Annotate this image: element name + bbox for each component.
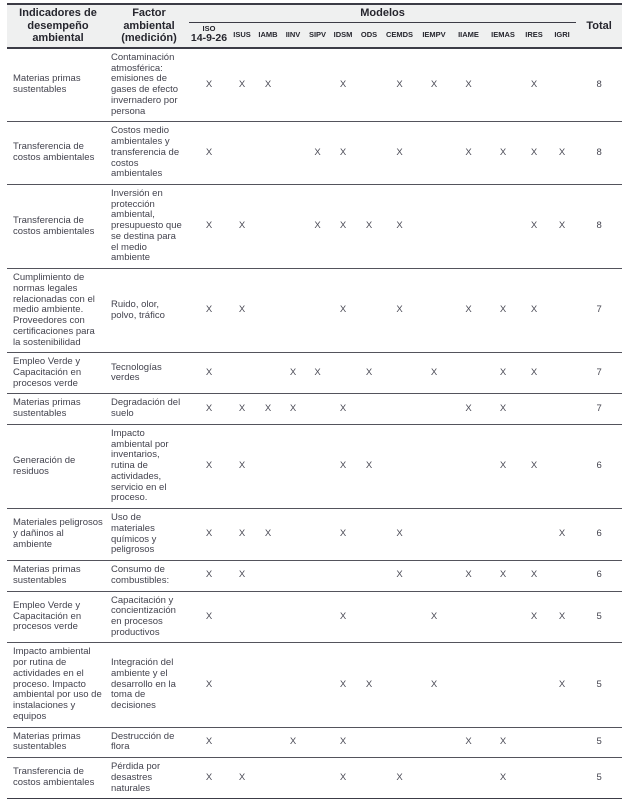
mark-cell-iemas: X (486, 561, 520, 591)
indicator-cell: Materias primas sustentables (7, 727, 109, 757)
mark-cell-iempv: X (417, 48, 451, 122)
mark-cell-iemas (486, 643, 520, 727)
mark-cell-iso-14-9-26: X (189, 269, 229, 353)
table-row (7, 509, 622, 561)
mark-cell-iempv: X (417, 643, 451, 727)
mark-cell-iso-14-9-26: X (189, 122, 229, 185)
mark-cell-iempv (417, 394, 451, 424)
table-row (7, 122, 622, 185)
mark-cell-iso-14-9-26: X (189, 394, 229, 424)
mark-cell-iamb: X (255, 48, 281, 122)
mark-cell-idsm: X (330, 424, 356, 508)
mark-cell-iinv: X (281, 353, 305, 394)
mark-cell-iiame (451, 591, 486, 643)
mark-cell-iempv (417, 269, 451, 353)
column-header-iinv: IINV (281, 23, 305, 48)
mark-cell-iempv: X (417, 591, 451, 643)
mark-cell-iinv (281, 122, 305, 185)
table-row (7, 269, 622, 353)
mark-cell-igri (548, 758, 576, 799)
mark-cell-ods (356, 591, 382, 643)
factor-cell: Uso de materiales químicos y peligrosos (109, 509, 189, 561)
mark-cell-igri (548, 424, 576, 508)
mark-cell-ods: X (356, 185, 382, 269)
mark-cell-iinv (281, 424, 305, 508)
mark-cell-iinv (281, 269, 305, 353)
total-cell: 6 (576, 509, 622, 561)
mark-cell-isus (229, 591, 255, 643)
column-header-ods: ODS (356, 23, 382, 48)
mark-cell-cemds: X (382, 509, 417, 561)
mark-cell-ires: X (520, 269, 548, 353)
mark-cell-iemas: X (486, 727, 520, 757)
mark-cell-igri: X (548, 509, 576, 561)
mark-cell-idsm: X (330, 643, 356, 727)
column-header-isus: ISUS (229, 23, 255, 48)
mark-cell-iso-14-9-26: X (189, 424, 229, 508)
mark-cell-ods: X (356, 353, 382, 394)
mark-cell-isus (229, 727, 255, 757)
mark-cell-iso-14-9-26: X (189, 185, 229, 269)
mark-cell-iamb (255, 122, 281, 185)
mark-cell-ods: X (356, 424, 382, 508)
mark-cell-iamb (255, 758, 281, 799)
mark-cell-cemds (382, 727, 417, 757)
table-header (7, 4, 622, 48)
total-cell: 7 (576, 394, 622, 424)
indicator-cell: Empleo Verde y Capacitación en procesos verde (7, 353, 109, 394)
mark-cell-sipv (305, 561, 330, 591)
total-cell: 6 (576, 424, 622, 508)
mark-cell-sipv: X (305, 353, 330, 394)
total-cell: 7 (576, 269, 622, 353)
total-cell: 7 (576, 353, 622, 394)
mark-cell-ires (520, 509, 548, 561)
mark-cell-iso-14-9-26: X (189, 643, 229, 727)
mark-cell-iso-14-9-26: X (189, 591, 229, 643)
column-header-iso-14-9-26-line: ISO (202, 23, 216, 33)
table-row (7, 758, 622, 799)
indicator-cell: Impacto ambiental por rutina de actividades en el proceso. Impacto ambiental por uso de instalaciones y equipos (7, 643, 109, 727)
mark-cell-iiame: X (451, 561, 486, 591)
mark-cell-iempv (417, 424, 451, 508)
factor-cell: Tecnologías verdes (109, 353, 189, 394)
mark-cell-cemds: X (382, 269, 417, 353)
factor-cell: Capacitación y concientización en procesos productivos (109, 591, 189, 643)
factor-cell: Integración del ambiente y el desarrollo en la toma de decisiones (109, 643, 189, 727)
mark-cell-ires (520, 643, 548, 727)
mark-cell-iemas: X (486, 269, 520, 353)
mark-cell-cemds (382, 591, 417, 643)
column-header-idsm: IDSM (330, 23, 356, 48)
mark-cell-iiame (451, 509, 486, 561)
mark-cell-ires: X (520, 122, 548, 185)
mark-cell-iinv (281, 509, 305, 561)
mark-cell-sipv (305, 509, 330, 561)
mark-cell-iamb: X (255, 394, 281, 424)
mark-cell-iamb: X (255, 509, 281, 561)
mark-cell-igri (548, 353, 576, 394)
mark-cell-idsm: X (330, 394, 356, 424)
mark-cell-idsm: X (330, 185, 356, 269)
mark-cell-ires: X (520, 48, 548, 122)
factor-cell: Inversión en protección ambiental, presupuesto que se destina para el medio ambiente (109, 185, 189, 269)
mark-cell-cemds: X (382, 122, 417, 185)
mark-cell-sipv (305, 643, 330, 727)
mark-cell-idsm: X (330, 758, 356, 799)
mark-cell-ods: X (356, 643, 382, 727)
mark-cell-iemas: X (486, 353, 520, 394)
mark-cell-idsm (330, 353, 356, 394)
mark-cell-igri: X (548, 591, 576, 643)
total-cell: 5 (576, 643, 622, 727)
column-group-modelos: Modelos (189, 4, 576, 23)
indicator-cell: Transferencia de costos ambientales (7, 122, 109, 185)
column-header-indicator: Indicadores de desempeño ambiental (7, 4, 109, 48)
mark-cell-idsm: X (330, 727, 356, 757)
total-cell: 8 (576, 185, 622, 269)
column-header-iempv: IEMPV (417, 23, 451, 48)
factor-cell: Impacto ambiental por inventarios, rutina de actividades, servicio en el proceso. (109, 424, 189, 508)
mark-cell-iemas (486, 509, 520, 561)
mark-cell-isus: X (229, 424, 255, 508)
mark-cell-ods (356, 394, 382, 424)
mark-cell-iempv (417, 727, 451, 757)
mark-cell-iiame: X (451, 269, 486, 353)
mark-cell-iiame: X (451, 727, 486, 757)
indicator-cell: Transferencia de costos ambientales (7, 185, 109, 269)
mark-cell-igri (548, 394, 576, 424)
indicator-cell: Materias primas sustentables (7, 561, 109, 591)
indicator-cell: Empleo Verde y Capacitación en procesos verde (7, 591, 109, 643)
table-row (7, 591, 622, 643)
indicator-cell: Cumplimiento de normas legales relacionadas con el medio ambiente. Proveedores con certificaciones para la sostenibilidad (7, 269, 109, 353)
total-cell: 5 (576, 591, 622, 643)
mark-cell-cemds (382, 353, 417, 394)
mark-cell-sipv (305, 269, 330, 353)
indicator-cell: Generación de residuos (7, 424, 109, 508)
mark-cell-iiame (451, 424, 486, 508)
mark-cell-cemds: X (382, 758, 417, 799)
indicator-cell: Materiales peligrosos y dañinos al ambiente (7, 509, 109, 561)
mark-cell-isus (229, 643, 255, 727)
mark-cell-igri: X (548, 185, 576, 269)
mark-cell-ires: X (520, 353, 548, 394)
mark-cell-iiame: X (451, 394, 486, 424)
mark-cell-idsm: X (330, 122, 356, 185)
mark-cell-iemas: X (486, 122, 520, 185)
total-cell: 8 (576, 48, 622, 122)
mark-cell-idsm (330, 561, 356, 591)
factor-cell: Destrucción de flora (109, 727, 189, 757)
mark-cell-iamb (255, 643, 281, 727)
mark-cell-iemas: X (486, 758, 520, 799)
mark-cell-idsm: X (330, 509, 356, 561)
mark-cell-iiame (451, 758, 486, 799)
mark-cell-sipv (305, 424, 330, 508)
column-header-ires: IRES (520, 23, 548, 48)
mark-cell-iso-14-9-26: X (189, 727, 229, 757)
table-row (7, 424, 622, 508)
mark-cell-ods (356, 269, 382, 353)
total-cell: 6 (576, 561, 622, 591)
mark-cell-ires (520, 394, 548, 424)
table-row (7, 353, 622, 394)
mark-cell-iso-14-9-26: X (189, 561, 229, 591)
mark-cell-iamb (255, 353, 281, 394)
mark-cell-iempv (417, 509, 451, 561)
indicator-cell: Materias primas sustentables (7, 394, 109, 424)
mark-cell-idsm: X (330, 48, 356, 122)
table-body (7, 48, 622, 799)
table-row (7, 561, 622, 591)
mark-cell-sipv: X (305, 185, 330, 269)
mark-cell-idsm: X (330, 269, 356, 353)
mark-cell-ires: X (520, 424, 548, 508)
column-header-igri: IGRI (548, 23, 576, 48)
mark-cell-iamb (255, 561, 281, 591)
factor-cell: Ruido, olor, polvo, tráfico (109, 269, 189, 353)
total-cell: 5 (576, 758, 622, 799)
mark-cell-iiame (451, 353, 486, 394)
indicators-models-table (7, 3, 622, 799)
mark-cell-ires: X (520, 185, 548, 269)
mark-cell-iempv (417, 185, 451, 269)
indicator-cell: Transferencia de costos ambientales (7, 758, 109, 799)
factor-cell: Contaminación atmosférica: emisiones de gases de efecto invernadero por persona (109, 48, 189, 122)
column-header-iso-14-9-26 (189, 23, 229, 48)
mark-cell-sipv (305, 727, 330, 757)
factor-cell: Consumo de combustibles: (109, 561, 189, 591)
mark-cell-igri: X (548, 122, 576, 185)
mark-cell-iso-14-9-26: X (189, 758, 229, 799)
mark-cell-iso-14-9-26: X (189, 48, 229, 122)
mark-cell-iemas: X (486, 394, 520, 424)
mark-cell-iempv (417, 122, 451, 185)
header-row-group (7, 4, 622, 23)
mark-cell-igri (548, 727, 576, 757)
column-header-sipv: SIPV (305, 23, 330, 48)
mark-cell-cemds: X (382, 48, 417, 122)
column-header-factor: Factor ambiental (medición) (109, 4, 189, 48)
total-cell: 8 (576, 122, 622, 185)
mark-cell-ods (356, 758, 382, 799)
mark-cell-iempv: X (417, 353, 451, 394)
mark-cell-ods (356, 727, 382, 757)
column-header-iemas: IEMAS (486, 23, 520, 48)
mark-cell-sipv (305, 758, 330, 799)
mark-cell-isus (229, 353, 255, 394)
mark-cell-iempv (417, 758, 451, 799)
mark-cell-isus: X (229, 758, 255, 799)
mark-cell-iemas: X (486, 424, 520, 508)
mark-cell-cemds (382, 424, 417, 508)
mark-cell-isus: X (229, 509, 255, 561)
table-row (7, 48, 622, 122)
mark-cell-cemds (382, 394, 417, 424)
mark-cell-iamb (255, 727, 281, 757)
mark-cell-cemds: X (382, 561, 417, 591)
mark-cell-iamb (255, 185, 281, 269)
mark-cell-iemas (486, 591, 520, 643)
mark-cell-iinv (281, 48, 305, 122)
mark-cell-sipv (305, 394, 330, 424)
mark-cell-isus: X (229, 561, 255, 591)
factor-cell: Pérdida por desastres naturales (109, 758, 189, 799)
mark-cell-igri (548, 269, 576, 353)
table-row (7, 643, 622, 727)
mark-cell-iemas (486, 185, 520, 269)
mark-cell-iiame (451, 643, 486, 727)
indicator-cell: Materias primas sustentables (7, 48, 109, 122)
mark-cell-iamb (255, 269, 281, 353)
mark-cell-iemas (486, 48, 520, 122)
column-header-iso-14-9-26-line: 14-9-26 (190, 31, 228, 44)
mark-cell-iiame (451, 185, 486, 269)
mark-cell-isus: X (229, 48, 255, 122)
mark-cell-iso-14-9-26: X (189, 353, 229, 394)
column-header-iiame: IIAME (451, 23, 486, 48)
mark-cell-iinv (281, 185, 305, 269)
mark-cell-iiame: X (451, 122, 486, 185)
mark-cell-igri (548, 561, 576, 591)
mark-cell-iinv (281, 758, 305, 799)
mark-cell-isus: X (229, 394, 255, 424)
mark-cell-isus: X (229, 269, 255, 353)
table-row (7, 185, 622, 269)
mark-cell-iinv (281, 591, 305, 643)
column-header-cemds: CEMDS (382, 23, 417, 48)
mark-cell-ods (356, 561, 382, 591)
mark-cell-ires (520, 727, 548, 757)
column-header-total: Total (576, 4, 622, 48)
mark-cell-iiame: X (451, 48, 486, 122)
mark-cell-iinv (281, 643, 305, 727)
mark-cell-iempv (417, 561, 451, 591)
factor-cell: Costos medio ambientales y transferencia de costos ambientales (109, 122, 189, 185)
mark-cell-ires (520, 758, 548, 799)
mark-cell-iinv: X (281, 727, 305, 757)
mark-cell-isus: X (229, 185, 255, 269)
mark-cell-sipv: X (305, 122, 330, 185)
table-row (7, 394, 622, 424)
mark-cell-ods (356, 48, 382, 122)
mark-cell-sipv (305, 591, 330, 643)
table-row (7, 727, 622, 757)
mark-cell-iamb (255, 591, 281, 643)
column-header-iamb: IAMB (255, 23, 281, 48)
mark-cell-idsm: X (330, 591, 356, 643)
mark-cell-igri: X (548, 643, 576, 727)
mark-cell-igri (548, 48, 576, 122)
mark-cell-ires: X (520, 561, 548, 591)
mark-cell-sipv (305, 48, 330, 122)
mark-cell-cemds: X (382, 185, 417, 269)
mark-cell-iamb (255, 424, 281, 508)
mark-cell-ires: X (520, 591, 548, 643)
mark-cell-ods (356, 122, 382, 185)
mark-cell-cemds (382, 643, 417, 727)
mark-cell-iinv: X (281, 394, 305, 424)
mark-cell-iso-14-9-26: X (189, 509, 229, 561)
mark-cell-isus (229, 122, 255, 185)
total-cell: 5 (576, 727, 622, 757)
factor-cell: Degradación del suelo (109, 394, 189, 424)
mark-cell-iinv (281, 561, 305, 591)
mark-cell-ods (356, 509, 382, 561)
